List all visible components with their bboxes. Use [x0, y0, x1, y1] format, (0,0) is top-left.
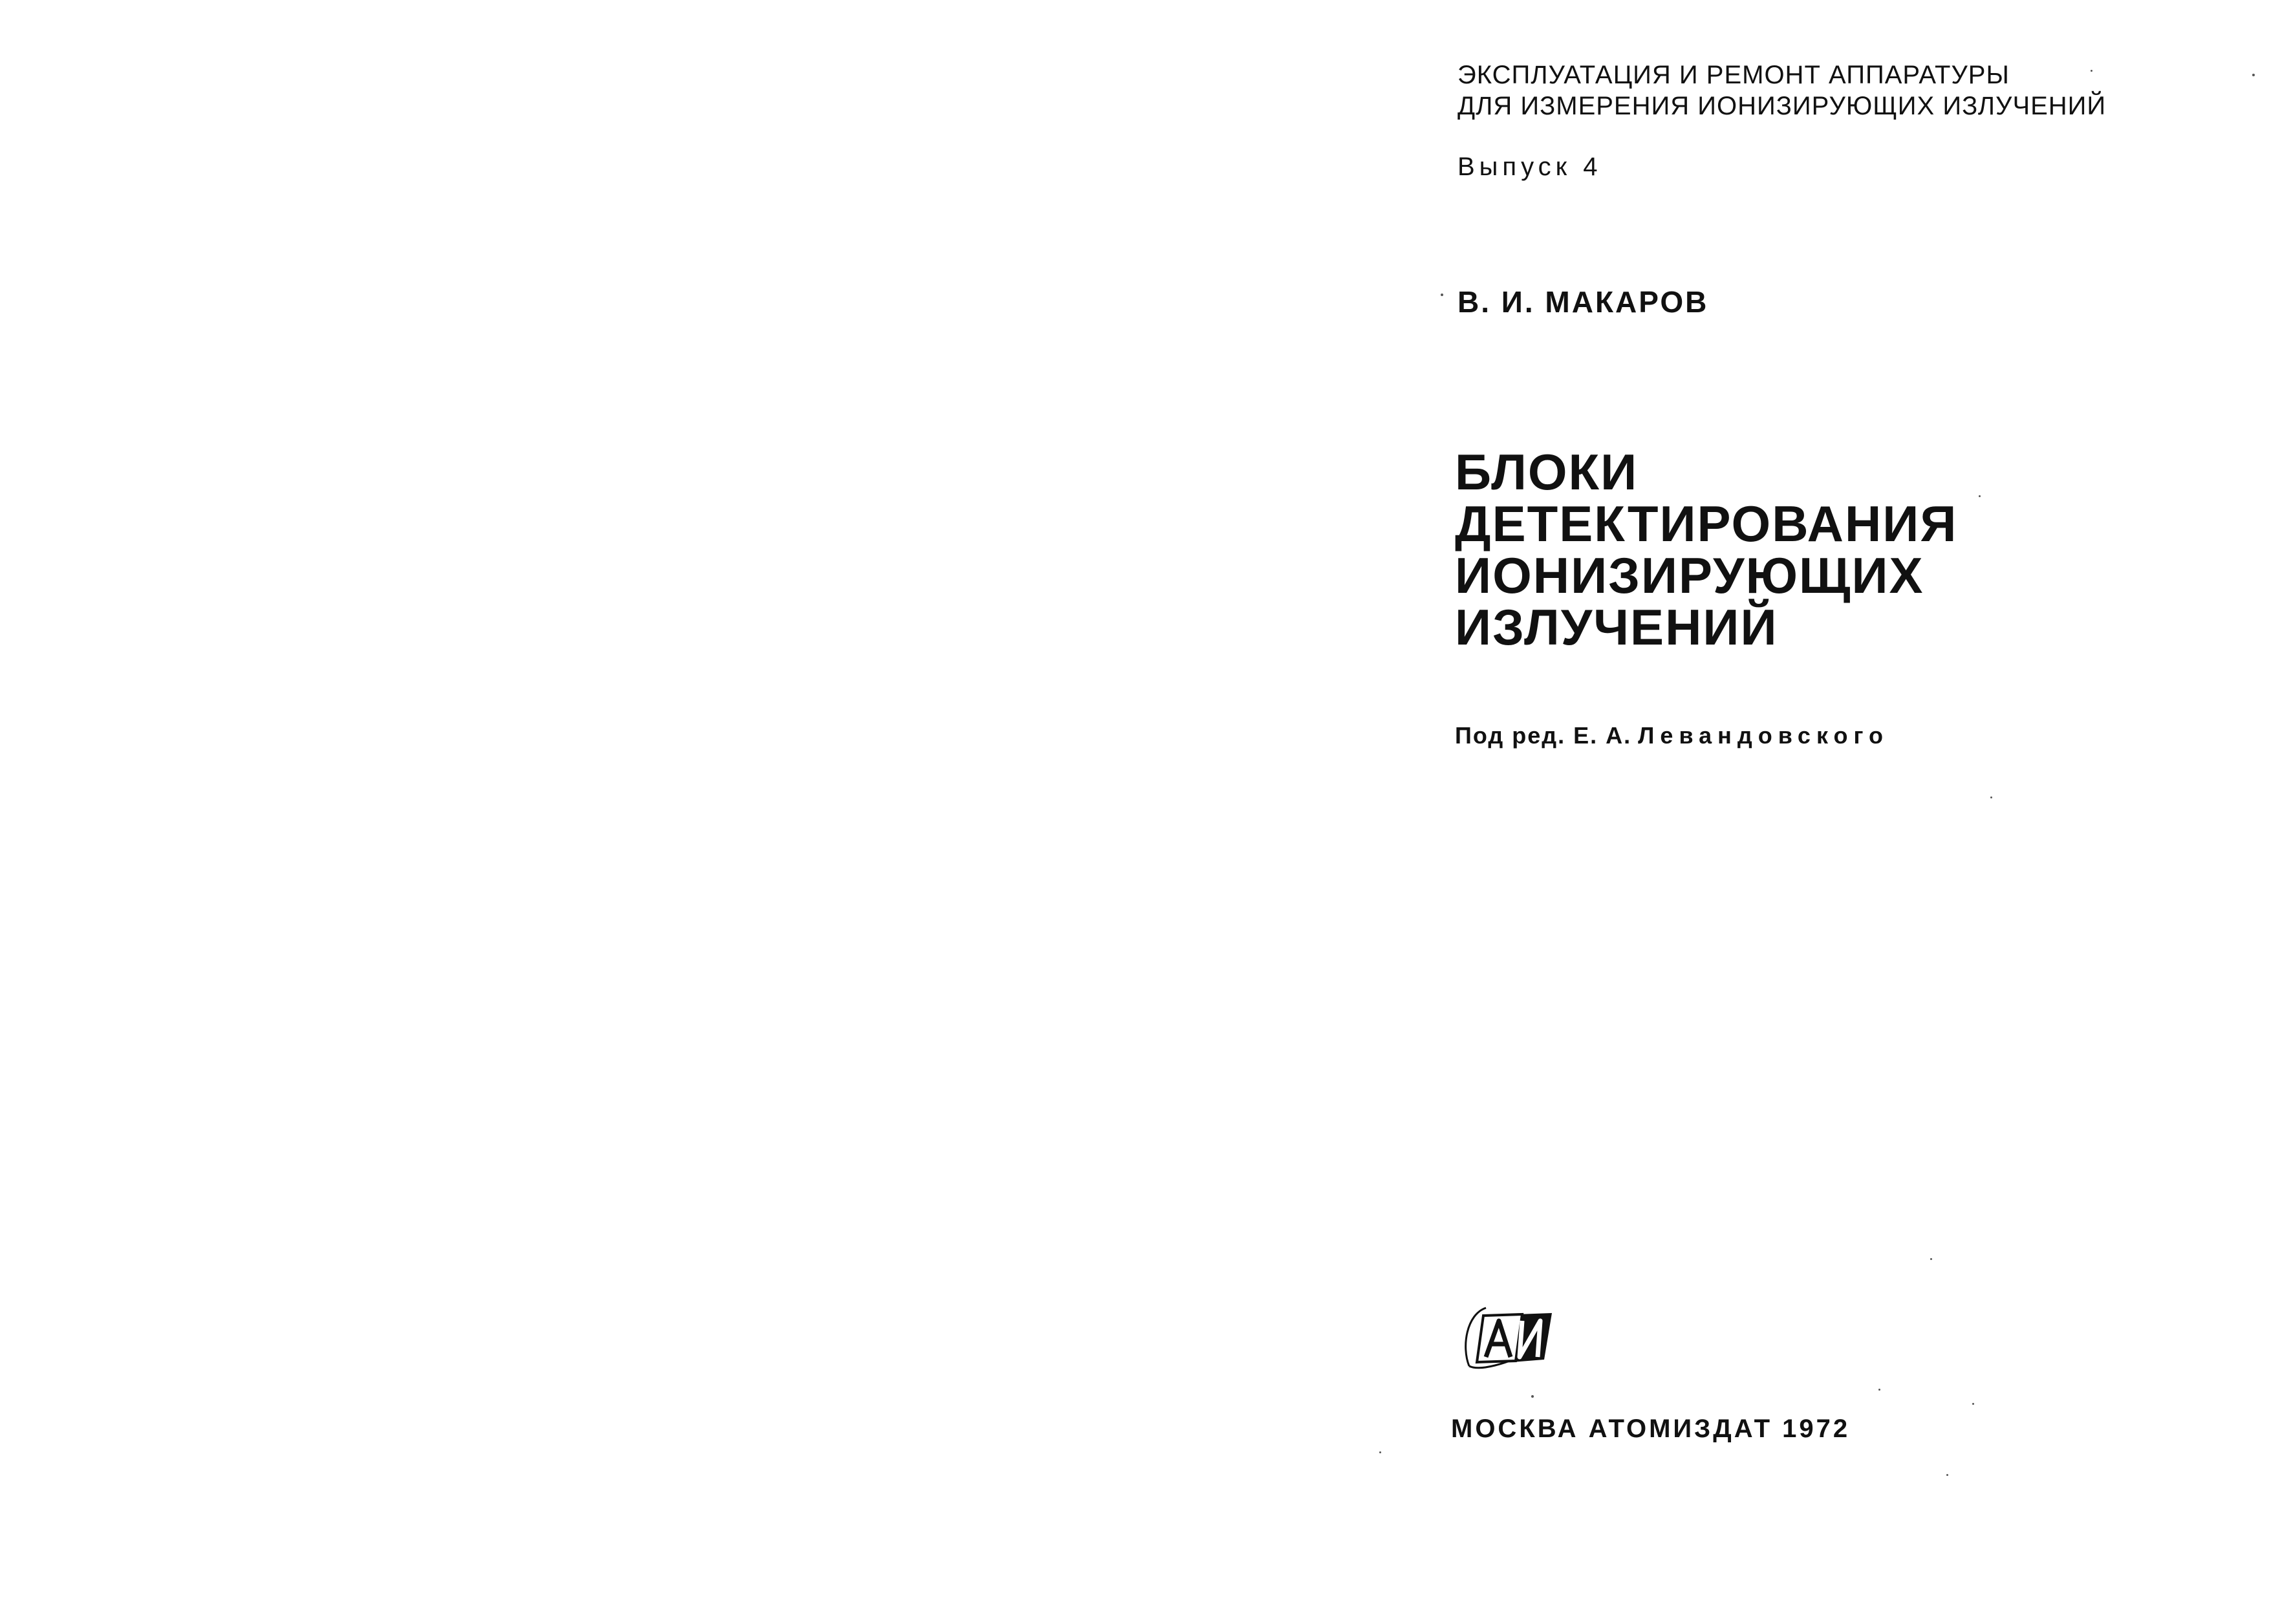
scan-speck	[1930, 1258, 1932, 1260]
book-title	[1455, 443, 1958, 656]
scan-speck	[1990, 796, 1992, 798]
scan-speck	[2091, 70, 2092, 72]
issue-number: Выпуск 4	[1457, 153, 1602, 181]
imprint-line: МОСКВА АТОМИЗДАТ 1972	[1451, 1415, 1851, 1443]
scan-speck	[1972, 1403, 1974, 1405]
scan-speck	[1878, 1389, 1880, 1391]
book-title-line-4: ИЗЛУЧЕНИЙ	[1455, 599, 1778, 656]
book-title-line-2: ДЕТЕКТИРОВАНИЯ	[1455, 495, 1958, 552]
series-title-line-1: ЭКСПЛУАТАЦИЯ И РЕМОНТ АППАРАТУРЫ	[1457, 61, 2010, 89]
editor-prefix: Под ред. Е. А.	[1455, 722, 1632, 749]
author-name: В. И. МАКАРОВ	[1457, 285, 1709, 319]
editor-credit	[1455, 722, 1889, 749]
series-title	[1457, 59, 2106, 122]
scan-speck	[1946, 1474, 1948, 1476]
atomizdat-logo-icon	[1460, 1295, 1558, 1373]
title-page	[1140, 0, 2280, 1624]
series-title-line-2: ДЛЯ ИЗМЕРЕНИЯ ИОНИЗИРУЮЩИХ ИЗЛУЧЕНИЙ	[1457, 92, 2107, 120]
scan-speck	[2252, 74, 2255, 76]
editor-name: Левандовского	[1638, 722, 1889, 749]
scan-speck	[1979, 495, 1981, 497]
scan-speck	[1441, 294, 1443, 296]
book-title-line-3: ИОНИЗИРУЮЩИХ	[1455, 547, 1924, 604]
book-title-line-1: БЛОКИ	[1455, 443, 1639, 500]
scan-speck	[1531, 1395, 1534, 1398]
scan-speck	[1379, 1451, 1381, 1453]
